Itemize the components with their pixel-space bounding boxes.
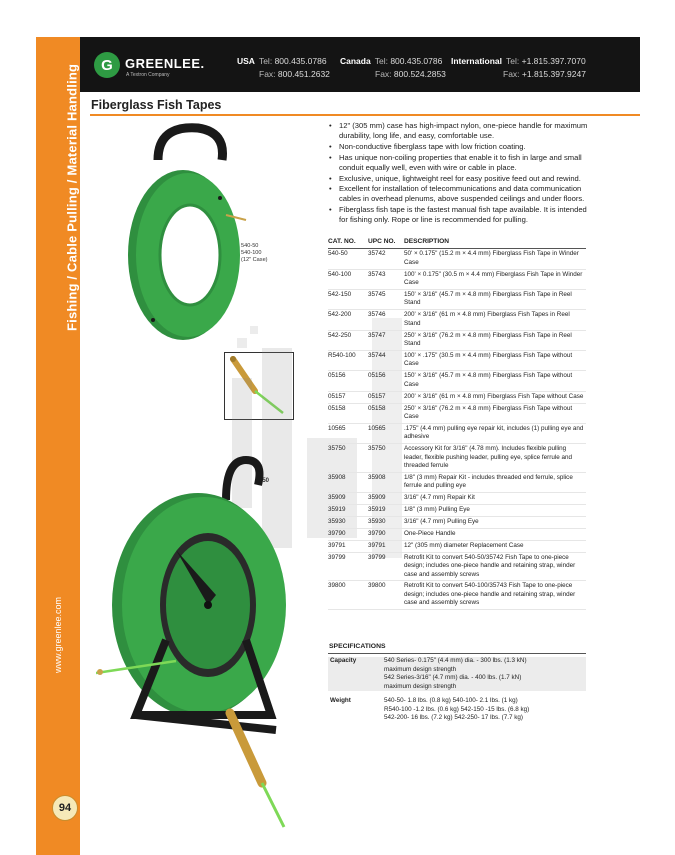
cell-upc-no: 35930 bbox=[368, 517, 386, 525]
cell-cat-no: 542-250 bbox=[328, 331, 352, 339]
table-row bbox=[328, 331, 586, 351]
cell-cat-no: 39791 bbox=[328, 541, 346, 549]
header-upc-no: UPC NO. bbox=[368, 238, 396, 245]
cell-upc-no: 10565 bbox=[368, 424, 386, 432]
sidebar-title: Fishing / Cable Pulling / Material Handling bbox=[64, 63, 80, 331]
cell-cat-no: 10565 bbox=[328, 424, 346, 432]
cell-upc-no: 35742 bbox=[368, 250, 386, 258]
catalog-table bbox=[328, 238, 586, 610]
cell-description: 250' × 3/16" (76.2 m × 4.8 mm) Fiberglass Fish Tape without Case bbox=[404, 404, 573, 420]
contact-international bbox=[451, 55, 586, 81]
caption-line: 540-50 bbox=[241, 243, 259, 249]
table-row bbox=[328, 517, 586, 529]
title-divider bbox=[90, 114, 640, 116]
table-row bbox=[328, 473, 586, 493]
cell-description: 1/8" (3 mm) Pulling Eye bbox=[404, 506, 470, 514]
cell-description: Retrofit Kit to convert 540-50/35742 Fish Tape to one-piece design; includes one-piece handle and retaining strap, winder case and assembly screws bbox=[404, 553, 576, 578]
spec-divider bbox=[328, 653, 586, 654]
sidebar-url[interactable]: www.greenlee.com bbox=[53, 596, 63, 674]
cell-description: One-Piece Handle bbox=[404, 529, 456, 537]
table-header bbox=[328, 238, 586, 249]
cell-description: 250' × 3/16" (76.2 m × 4.8 mm) Fiberglass Fish Tape in Reel Stand bbox=[404, 331, 572, 348]
spec-label: Weight bbox=[330, 697, 351, 704]
spec-line: 542 Series-3/16" (4.7 mm) dia. - 400 lbs. (1.7 kN) bbox=[384, 674, 522, 682]
cell-cat-no: 05158 bbox=[328, 404, 346, 412]
brand-name: GREENLEE. bbox=[125, 56, 205, 71]
cell-description: Accessory Kit for 3/16" (4.78 mm). Includes flexible pulling leader, flexible pushing leader, pulling eye, splice ferrule and threaded ferrule bbox=[404, 445, 573, 469]
cell-cat-no: 35919 bbox=[328, 506, 346, 514]
contact-region: USA bbox=[237, 56, 255, 66]
feature-item: • Non-conductive fiberglass tape with low friction coating. bbox=[333, 142, 593, 152]
feature-item: • 12" (305 mm) case has high-impact nylon, one-piece handle for maximum durability, long life, and easy, comfortable use. bbox=[333, 121, 593, 141]
fax-label: Fax: bbox=[259, 69, 276, 79]
table-row bbox=[328, 290, 586, 310]
cell-upc-no: 35744 bbox=[368, 351, 386, 359]
contact-region: International bbox=[451, 56, 503, 66]
greenlee-logo-icon: G bbox=[94, 52, 120, 78]
cell-upc-no: 35750 bbox=[368, 445, 386, 453]
caption-line: 540-100 bbox=[241, 250, 262, 256]
cell-description: 100' × .175" (30.5 m × 4.4 mm) Fiberglass Fish Tape without Case bbox=[404, 351, 573, 368]
cell-description: 200' × 3/16" (61 m × 4.8 mm) Fiberglass Fish Tape without Case bbox=[404, 392, 584, 400]
cell-cat-no: 540-100 bbox=[328, 270, 352, 278]
cell-description: .175" (4.4 mm) pulling eye repair kit, includes (1) pulling eye and adhesive bbox=[404, 424, 584, 441]
spec-label: Capacity bbox=[330, 657, 357, 664]
cell-upc-no: 05156 bbox=[368, 372, 386, 380]
fax-number: 800.451.2632 bbox=[277, 69, 330, 79]
contact-canada bbox=[340, 55, 446, 81]
spec-line: 540 Series- 0.175" (4.4 mm) dia. - 300 lbs. (1.3 kN) bbox=[384, 657, 527, 664]
cell-upc-no: 39791 bbox=[368, 541, 386, 549]
table-body bbox=[328, 249, 586, 610]
contact-region: Canada bbox=[340, 56, 371, 66]
fax-label: Fax: bbox=[375, 69, 392, 79]
feature-item: • Exclusive, unique, lightweight reel for easy positive feed out and rewind. bbox=[333, 174, 593, 184]
feature-item: • Excellent for installation of telecommunications and data communication cables in overhead plenums, above suspended ceilings and under floors. bbox=[333, 184, 593, 204]
tel-label: Tel: bbox=[374, 56, 388, 66]
spec-value bbox=[384, 697, 529, 723]
spec-line: maximum design strength bbox=[384, 682, 457, 690]
cell-upc-no: 35908 bbox=[368, 473, 386, 481]
cell-upc-no: 05158 bbox=[368, 404, 386, 412]
cell-upc-no: 39800 bbox=[368, 582, 386, 590]
cell-description: Retrofit Kit to convert 540-100/35743 Fish Tape to one-piece design; includes one-piece handle and retaining strap, winder case and assembly screws bbox=[404, 582, 576, 607]
cell-cat-no: 542-200 bbox=[328, 311, 352, 319]
spec-line: 540-50- 1.8 lbs. (0.8 kg) 540-100- 2.1 lbs. (1 kg) bbox=[384, 697, 518, 704]
header bbox=[80, 37, 640, 92]
table-row bbox=[328, 444, 586, 473]
small-reel-image bbox=[118, 120, 248, 345]
cell-cat-no: 35909 bbox=[328, 494, 346, 502]
table-row bbox=[328, 529, 586, 541]
cell-cat-no: 05156 bbox=[328, 372, 346, 380]
cell-description: 150' × 3/16" (45.7 m × 4.8 mm) Fiberglass Fish Tape without Case bbox=[404, 372, 573, 388]
cell-description: 200' × 3/16" (61 m × 4.8 mm) Fiberglass Fish Tapes in Reel Stand bbox=[404, 311, 570, 327]
table-row bbox=[328, 404, 586, 424]
caption-line: (12" Case) bbox=[241, 257, 268, 263]
spec-row-capacity bbox=[328, 657, 586, 691]
cell-cat-no: 35750 bbox=[328, 445, 346, 453]
table-row bbox=[328, 424, 586, 444]
cell-description: 1/8" (3 mm) Repair Kit - includes threaded end ferrule, splice ferrule and pulling eye bbox=[404, 473, 573, 490]
fax-number: 800.524.2853 bbox=[393, 69, 446, 79]
cell-description: 12" (305 mm) diameter Replacement Case bbox=[404, 541, 524, 549]
contact-usa bbox=[237, 55, 330, 81]
table-row bbox=[328, 505, 586, 517]
tel-number: 800.435.0786 bbox=[390, 56, 443, 66]
table-row bbox=[328, 371, 586, 391]
cell-upc-no: 35747 bbox=[368, 331, 386, 339]
cell-upc-no: 39799 bbox=[368, 553, 386, 561]
cell-upc-no: 35909 bbox=[368, 494, 386, 502]
cell-upc-no: 39790 bbox=[368, 529, 386, 537]
section-title: Fiberglass Fish Tapes bbox=[91, 98, 222, 112]
table-row bbox=[328, 249, 586, 269]
feature-item: • Has unique non-coiling properties that enable it to fish in large and small conduit equally well, even with wire or cable in place. bbox=[333, 153, 593, 173]
cell-upc-no: 35746 bbox=[368, 311, 386, 319]
cell-description: 3/16" (4.7 mm) Pulling Eye bbox=[404, 517, 479, 525]
cell-cat-no: 39799 bbox=[328, 553, 346, 561]
table-row bbox=[328, 581, 586, 610]
cell-upc-no: 35919 bbox=[368, 506, 386, 514]
big-reel-caption: 5-50 bbox=[257, 478, 270, 484]
cell-description: 3/16" (4.7 mm) Repair Kit bbox=[404, 494, 475, 502]
small-reel-caption bbox=[241, 243, 268, 264]
spec-row-weight bbox=[328, 697, 586, 723]
specifications-title: SPECIFICATIONS bbox=[329, 643, 386, 650]
tel-number: 800.435.0786 bbox=[274, 56, 327, 66]
cell-cat-no: 39790 bbox=[328, 529, 346, 537]
spec-line: 542-200- 16 lbs. (7.2 kg) 542-250- 17 lbs. (7.7 kg) bbox=[384, 714, 523, 722]
table-row bbox=[328, 553, 586, 582]
spec-line: maximum design strength bbox=[384, 665, 457, 673]
header-cat-no: CAT. NO. bbox=[328, 238, 356, 245]
page-number: 94 bbox=[52, 795, 78, 821]
cell-upc-no: 05157 bbox=[368, 392, 386, 400]
tape-tip-bottom-image bbox=[222, 705, 294, 830]
fax-label: Fax: bbox=[503, 69, 520, 79]
cell-cat-no: R540-100 bbox=[328, 351, 356, 359]
cell-cat-no: 39800 bbox=[328, 582, 346, 590]
cell-upc-no: 35745 bbox=[368, 291, 386, 299]
cell-cat-no: 35908 bbox=[328, 473, 346, 481]
table-row bbox=[328, 392, 586, 404]
cell-description: 100' × 0.175" (30.5 m × 4.4 mm) Fiberglass Fish Tape in Winder Case bbox=[404, 270, 583, 287]
tel-label: Tel: bbox=[258, 56, 273, 66]
tel-number: +1.815.397.7070 bbox=[521, 56, 586, 66]
brand-subtitle: A Textron Company bbox=[126, 72, 170, 78]
spec-value bbox=[384, 657, 527, 691]
cell-cat-no: 540-50 bbox=[328, 250, 348, 258]
tel-label: Tel: bbox=[506, 56, 520, 66]
table-row bbox=[328, 351, 586, 371]
header-description: DESCRIPTION bbox=[404, 238, 450, 245]
cell-description: 50' × 0.175" (15.2 m × 4.4 mm) Fiberglass Fish Tape in Winder Case bbox=[404, 250, 579, 266]
table-row bbox=[328, 310, 586, 330]
cell-cat-no: 05157 bbox=[328, 392, 346, 400]
fax-number: +1.815.397.9247 bbox=[521, 69, 586, 79]
spec-line: R540-100 -1.2 lbs. (0.6 kg) 542-150 -15 lbs. (6.8 kg) bbox=[384, 705, 530, 713]
cell-upc-no: 35743 bbox=[368, 270, 386, 278]
table-row bbox=[328, 541, 586, 553]
cell-cat-no: 35930 bbox=[328, 517, 346, 525]
table-row bbox=[328, 493, 586, 505]
cell-cat-no: 542-150 bbox=[328, 291, 352, 299]
feature-item: • Fiberglass fish tape is the fastest manual fish tape available. It is intended for fishing only. Rope or line is recommended for pulling. bbox=[333, 205, 593, 225]
feature-list bbox=[323, 121, 593, 226]
cell-description: 150' × 3/16" (45.7 m × 4.8 mm) Fiberglass Fish Tape in Reel Stand bbox=[404, 291, 572, 307]
table-row bbox=[328, 270, 586, 290]
